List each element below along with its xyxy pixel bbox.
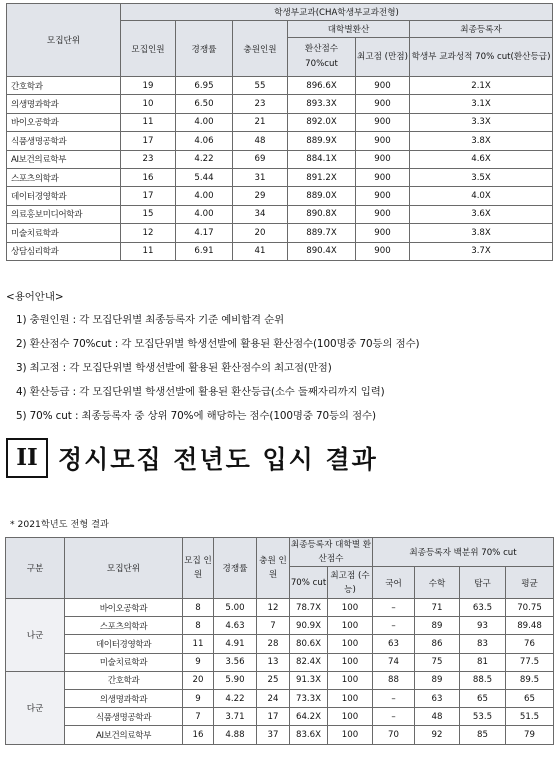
cell-avg: 65 bbox=[506, 689, 554, 707]
cell-comp: 5.00 bbox=[214, 599, 257, 617]
table-row bbox=[7, 150, 553, 168]
cell-recruit: 19 bbox=[121, 77, 176, 95]
cell-grade: 3.7X bbox=[410, 242, 553, 260]
header-reserve: 충원 인원 bbox=[257, 538, 290, 599]
section-title: 정시모집 전년도 입시 결과 bbox=[58, 445, 378, 474]
cell-score: 896.6X bbox=[288, 77, 356, 95]
cell-max: 900 bbox=[356, 205, 410, 223]
header-dept: 모집단위 bbox=[65, 538, 183, 599]
cell-avg: 89.5 bbox=[506, 671, 554, 689]
cell-kor: – bbox=[373, 689, 415, 707]
cell-cut: 90.9X bbox=[290, 617, 328, 635]
cell-comp: 4.22 bbox=[176, 150, 233, 168]
table-row bbox=[7, 132, 553, 150]
cell-recruit: 16 bbox=[183, 726, 214, 744]
cell-max: 100 bbox=[328, 599, 373, 617]
table-row bbox=[7, 224, 553, 242]
cell-exp: 93 bbox=[460, 617, 506, 635]
cell-score: 893.3X bbox=[288, 95, 356, 113]
cell-reserve: 23 bbox=[233, 95, 288, 113]
cell-grade: 3.3X bbox=[410, 113, 553, 131]
cell-recruit: 11 bbox=[183, 635, 214, 653]
cell-comp: 6.91 bbox=[176, 242, 233, 260]
cell-dept: 스포츠의학과 bbox=[7, 168, 121, 186]
header-avg: 평균 bbox=[506, 567, 554, 599]
cell-cut: 64.2X bbox=[290, 708, 328, 726]
cell-comp: 6.95 bbox=[176, 77, 233, 95]
cell-score: 884.1X bbox=[288, 150, 356, 168]
section-heading bbox=[6, 437, 378, 479]
cell-reserve: 69 bbox=[233, 150, 288, 168]
cell-reserve: 41 bbox=[233, 242, 288, 260]
cell-recruit: 10 bbox=[121, 95, 176, 113]
cell-recruit: 15 bbox=[121, 205, 176, 223]
cell-comp: 5.90 bbox=[214, 671, 257, 689]
cell-dept: 의생명과학과 bbox=[7, 95, 121, 113]
cell-kor: – bbox=[373, 599, 415, 617]
table-row bbox=[6, 708, 554, 726]
table-row bbox=[7, 205, 553, 223]
header-recruit: 모집인원 bbox=[121, 21, 176, 77]
terms-title: <용어안내> bbox=[6, 291, 64, 303]
cell-recruit: 16 bbox=[121, 168, 176, 186]
cell-math: 86 bbox=[415, 635, 460, 653]
table-row bbox=[7, 113, 553, 131]
cell-max: 100 bbox=[328, 689, 373, 707]
table-row bbox=[7, 95, 553, 113]
header-group: 학생부교과(CHA학생부교과전형) bbox=[121, 4, 553, 21]
cell-dept: 의생명과학과 bbox=[65, 689, 183, 707]
cell-reserve: 13 bbox=[257, 653, 290, 671]
cell-reserve: 21 bbox=[233, 113, 288, 131]
cell-comp: 4.17 bbox=[176, 224, 233, 242]
cell-max: 900 bbox=[356, 95, 410, 113]
cell-max: 900 bbox=[356, 187, 410, 205]
header-gubun: 구분 bbox=[6, 538, 65, 599]
cell-dept: 데이터경영학과 bbox=[7, 187, 121, 205]
cell-max: 900 bbox=[356, 150, 410, 168]
table-row bbox=[6, 653, 554, 671]
cell-score: 890.4X bbox=[288, 242, 356, 260]
cell-dept: 식품생명공학과 bbox=[7, 132, 121, 150]
cell-grade: 3.8X bbox=[410, 132, 553, 150]
cell-grade: 3.1X bbox=[410, 95, 553, 113]
header-cut70: 70% cut bbox=[290, 567, 328, 599]
section-number: II bbox=[6, 438, 48, 478]
susi-result-table bbox=[6, 3, 553, 261]
table-row bbox=[7, 168, 553, 186]
cell-reserve: 7 bbox=[257, 617, 290, 635]
cell-grade: 4.0X bbox=[410, 187, 553, 205]
cell-max: 100 bbox=[328, 671, 373, 689]
cell-dept: 데이터경영학과 bbox=[65, 635, 183, 653]
cell-max: 900 bbox=[356, 132, 410, 150]
cell-grade: 3.8X bbox=[410, 224, 553, 242]
cell-cut: 73.3X bbox=[290, 689, 328, 707]
group-label: 나군 bbox=[6, 599, 65, 672]
header-max: 최고점 (수능) bbox=[328, 567, 373, 599]
cell-avg: 70.75 bbox=[506, 599, 554, 617]
cell-kor: – bbox=[373, 708, 415, 726]
cell-dept: 의료홍보미디어학과 bbox=[7, 205, 121, 223]
cell-cut: 78.7X bbox=[290, 599, 328, 617]
cell-kor: 88 bbox=[373, 671, 415, 689]
cell-max: 900 bbox=[356, 224, 410, 242]
subtitle: * 2021학년도 전형 결과 bbox=[10, 519, 109, 530]
header-pct-group: 최종등록자 백분위 70% cut bbox=[373, 538, 554, 567]
cell-math: 75 bbox=[415, 653, 460, 671]
cell-max: 100 bbox=[328, 653, 373, 671]
header-final-group: 최종등록자 bbox=[410, 21, 553, 38]
cell-dept: 바이오공학과 bbox=[65, 599, 183, 617]
cell-reserve: 12 bbox=[257, 599, 290, 617]
cell-recruit: 17 bbox=[121, 187, 176, 205]
header-reserve: 충원인원 bbox=[233, 21, 288, 77]
table-row bbox=[7, 242, 553, 260]
header-korean: 국어 bbox=[373, 567, 415, 599]
header-explore: 탐구 bbox=[460, 567, 506, 599]
header-math: 수학 bbox=[415, 567, 460, 599]
cell-exp: 85 bbox=[460, 726, 506, 744]
cell-kor: 70 bbox=[373, 726, 415, 744]
header-conv-score: 환산점수 70%cut bbox=[288, 38, 356, 77]
cell-reserve: 24 bbox=[257, 689, 290, 707]
cell-comp: 4.00 bbox=[176, 187, 233, 205]
cell-exp: 53.5 bbox=[460, 708, 506, 726]
cell-dept: 식품생명공학과 bbox=[65, 708, 183, 726]
cell-comp: 4.00 bbox=[176, 205, 233, 223]
cell-score: 890.8X bbox=[288, 205, 356, 223]
cell-grade: 4.6X bbox=[410, 150, 553, 168]
cell-score: 889.7X bbox=[288, 224, 356, 242]
cell-kor: 74 bbox=[373, 653, 415, 671]
terms-item: 1) 충원인원 : 각 모집단위별 최종등록자 기준 예비합격 순위 bbox=[16, 314, 285, 326]
cell-recruit: 7 bbox=[183, 708, 214, 726]
header-conv-group: 대학별환산 bbox=[288, 21, 410, 38]
cell-comp: 4.22 bbox=[214, 689, 257, 707]
cell-exp: 83 bbox=[460, 635, 506, 653]
header-competition: 경쟁률 bbox=[176, 21, 233, 77]
cell-avg: 79 bbox=[506, 726, 554, 744]
cell-reserve: 37 bbox=[257, 726, 290, 744]
cell-reserve: 17 bbox=[257, 708, 290, 726]
cell-comp: 3.71 bbox=[214, 708, 257, 726]
cell-math: 92 bbox=[415, 726, 460, 744]
cell-reserve: 20 bbox=[233, 224, 288, 242]
cell-grade: 2.1X bbox=[410, 77, 553, 95]
cell-cut: 82.4X bbox=[290, 653, 328, 671]
cell-grade: 3.5X bbox=[410, 168, 553, 186]
cell-math: 48 bbox=[415, 708, 460, 726]
cell-kor: – bbox=[373, 617, 415, 635]
cell-recruit: 8 bbox=[183, 599, 214, 617]
table-row bbox=[6, 617, 554, 635]
cell-dept: AI보건의료학부 bbox=[7, 150, 121, 168]
cell-score: 889.9X bbox=[288, 132, 356, 150]
cell-recruit: 11 bbox=[121, 113, 176, 131]
header-max-score: 최고점 (만점) bbox=[356, 38, 410, 77]
cell-grade: 3.6X bbox=[410, 205, 553, 223]
cell-kor: 63 bbox=[373, 635, 415, 653]
cell-dept: 간호학과 bbox=[7, 77, 121, 95]
cell-exp: 88.5 bbox=[460, 671, 506, 689]
table-row bbox=[6, 599, 554, 617]
cell-math: 71 bbox=[415, 599, 460, 617]
cell-max: 900 bbox=[356, 77, 410, 95]
terms-guide bbox=[6, 288, 552, 431]
cell-dept: 간호학과 bbox=[65, 671, 183, 689]
cell-cut: 91.3X bbox=[290, 671, 328, 689]
cell-math: 63 bbox=[415, 689, 460, 707]
cell-max: 900 bbox=[356, 242, 410, 260]
cell-dept: 미술치료학과 bbox=[65, 653, 183, 671]
table-row bbox=[6, 689, 554, 707]
cell-score: 892.0X bbox=[288, 113, 356, 131]
terms-item: 3) 최고점 : 각 모집단위별 학생선발에 활용된 환산점수의 최고점(만점) bbox=[16, 362, 332, 374]
cell-reserve: 48 bbox=[233, 132, 288, 150]
header-recruit: 모집 인원 bbox=[183, 538, 214, 599]
table-row bbox=[6, 726, 554, 744]
cell-comp: 4.00 bbox=[176, 113, 233, 131]
cell-max: 900 bbox=[356, 168, 410, 186]
cell-recruit: 8 bbox=[183, 617, 214, 635]
group-label: 다군 bbox=[6, 671, 65, 744]
cell-reserve: 31 bbox=[233, 168, 288, 186]
cell-max: 100 bbox=[328, 708, 373, 726]
cell-max: 100 bbox=[328, 617, 373, 635]
cell-recruit: 17 bbox=[121, 132, 176, 150]
terms-item: 5) 70% cut : 최종등록자 중 상위 70%에 해당하는 점수(100명중 70등의 점수) bbox=[16, 410, 376, 422]
cell-dept: 미술치료학과 bbox=[7, 224, 121, 242]
cell-reserve: 28 bbox=[257, 635, 290, 653]
cell-exp: 63.5 bbox=[460, 599, 506, 617]
cell-reserve: 34 bbox=[233, 205, 288, 223]
cell-avg: 89.48 bbox=[506, 617, 554, 635]
cell-recruit: 9 bbox=[183, 689, 214, 707]
cell-comp: 4.88 bbox=[214, 726, 257, 744]
header-competition: 경쟁률 bbox=[214, 538, 257, 599]
cell-reserve: 55 bbox=[233, 77, 288, 95]
cell-comp: 6.50 bbox=[176, 95, 233, 113]
cell-recruit: 20 bbox=[183, 671, 214, 689]
cell-recruit: 9 bbox=[183, 653, 214, 671]
cell-avg: 77.5 bbox=[506, 653, 554, 671]
cell-score: 889.0X bbox=[288, 187, 356, 205]
cell-dept: 상담심리학과 bbox=[7, 242, 121, 260]
cell-recruit: 23 bbox=[121, 150, 176, 168]
cell-comp: 5.44 bbox=[176, 168, 233, 186]
cell-comp: 4.91 bbox=[214, 635, 257, 653]
cell-dept: AI보건의료학부 bbox=[65, 726, 183, 744]
table-row bbox=[7, 77, 553, 95]
cell-cut: 80.6X bbox=[290, 635, 328, 653]
cell-recruit: 12 bbox=[121, 224, 176, 242]
cell-avg: 51.5 bbox=[506, 708, 554, 726]
table-row bbox=[6, 671, 554, 689]
table-row bbox=[7, 187, 553, 205]
header-final-group: 최종등록자 대학별 환산점수 bbox=[290, 538, 373, 567]
cell-reserve: 25 bbox=[257, 671, 290, 689]
cell-max: 900 bbox=[356, 113, 410, 131]
cell-comp: 4.06 bbox=[176, 132, 233, 150]
cell-dept: 스포츠의학과 bbox=[65, 617, 183, 635]
cell-exp: 65 bbox=[460, 689, 506, 707]
cell-score: 891.2X bbox=[288, 168, 356, 186]
table-row bbox=[6, 635, 554, 653]
cell-cut: 83.6X bbox=[290, 726, 328, 744]
header-final-sub: 학생부 교과성적 70% cut(환산등급) bbox=[410, 38, 553, 77]
cell-dept: 바이오공학과 bbox=[7, 113, 121, 131]
header-dept: 모집단위 bbox=[7, 4, 121, 77]
cell-exp: 81 bbox=[460, 653, 506, 671]
jeongsi-result-table bbox=[5, 537, 554, 745]
terms-item: 4) 환산등급 : 각 모집단위별 학생선발에 활용된 환산등급(소수 둘째자리까지 입력) bbox=[16, 386, 385, 398]
cell-reserve: 29 bbox=[233, 187, 288, 205]
cell-recruit: 11 bbox=[121, 242, 176, 260]
terms-item: 2) 환산점수 70%cut : 각 모집단위별 학생선발에 활용된 환산점수(100명중 70등의 점수) bbox=[16, 338, 420, 350]
cell-math: 89 bbox=[415, 617, 460, 635]
cell-avg: 76 bbox=[506, 635, 554, 653]
cell-comp: 3.56 bbox=[214, 653, 257, 671]
cell-max: 100 bbox=[328, 726, 373, 744]
cell-max: 100 bbox=[328, 635, 373, 653]
cell-comp: 4.63 bbox=[214, 617, 257, 635]
cell-math: 89 bbox=[415, 671, 460, 689]
